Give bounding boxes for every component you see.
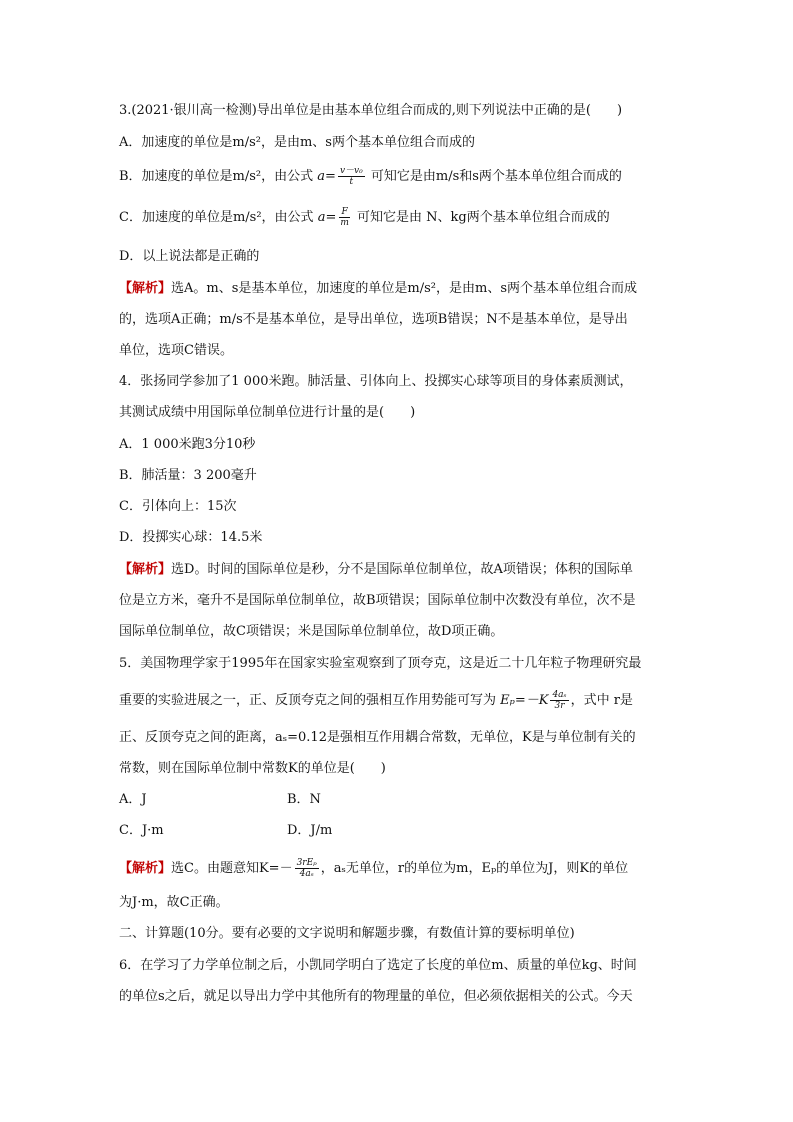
q5-option-b: B．N xyxy=(287,792,321,807)
analysis-tag: 【解析】 xyxy=(119,281,172,296)
q3-analysis-line-2: 的，选项A正确；m/s不是基本单位，是导出单位，选项B错误；N不是基本单位，是导出 xyxy=(119,312,628,327)
q4-stem-line-2: 其测试成绩中用国际单位制单位进行计量的是( ) xyxy=(119,405,416,420)
q3-option-b-text: B．加速度的单位是m/s²，由公式 xyxy=(119,169,314,184)
q3-option-c-rest: 可知它是由 N、kg两个基本单位组合而成的 xyxy=(357,210,610,225)
q3-option-d: D．以上说法都是正确的 xyxy=(119,249,260,264)
q5-analysis-numerator: 3rEₚ xyxy=(296,858,317,868)
q5-option-c: C．J·m xyxy=(119,823,164,838)
q3-option-b xyxy=(119,166,622,187)
q5-stem-line-2 xyxy=(119,690,633,711)
q3-analysis-line-3: 单位，选项C错误。 xyxy=(119,343,233,358)
q3-stem: 3.(2021·银川高一检测)导出单位是由基本单位组合而成的,则下列说法中正确的是( ) xyxy=(119,103,623,118)
q3-b-fraction xyxy=(338,166,365,187)
q6-line-2: 的单位s之后，就足以导出力学中其他所有的物理量的单位，但必须依据相关的公式。今天 xyxy=(119,989,633,1004)
q3-c-denominator: m xyxy=(340,218,349,228)
q5-denominator: 3r xyxy=(554,701,565,711)
q3-analysis-line-1 xyxy=(119,279,637,299)
analysis-tag: 【解析】 xyxy=(119,562,172,577)
q5-analysis-text-rest: ，aₛ无单位，r的单位为m，Eₚ的单位为J，则K的单位 xyxy=(320,861,629,876)
q5-fraction xyxy=(550,690,568,711)
q3-option-c xyxy=(119,207,610,228)
q4-option-c: C．引体向上：15次 xyxy=(119,499,237,514)
q5-analysis-line-2: 为J·m，故C正确。 xyxy=(119,895,229,910)
q6-line-1: 6．在学习了力学单位制之后，小凯同学明白了选定了长度的单位m、质量的单位kg、时间 xyxy=(119,958,637,973)
q5-analysis-text: 选C。由题意知K=－ xyxy=(171,861,293,876)
q5-stem-line-3: 正、反顶夸克之间的距离，aₛ=0.12是强相互作用耦合常数，无单位，K是与单位制有关的 xyxy=(119,730,636,745)
q4-option-b: B．肺活量：3 200毫升 xyxy=(119,468,257,483)
q5-analysis-fraction xyxy=(295,858,319,879)
q3-b-numerator: v－v₀ xyxy=(339,166,363,176)
q5-stem-line-4: 常数，则在国际单位制中常数K的单位是( ) xyxy=(119,761,386,776)
q3-b-denominator: t xyxy=(349,177,354,187)
q4-option-a: A．1 000米跑3分10秒 xyxy=(119,437,256,452)
q3-option-a: A．加速度的单位是m/s²，是由m、s两个基本单位组合而成的 xyxy=(119,135,475,150)
section-title: 二、计算题(10分。要有必要的文字说明和解题步骤，有数值计算的要标明单位) xyxy=(119,926,575,941)
q3-option-c-text: C．加速度的单位是m/s²，由公式 xyxy=(119,210,314,225)
q5-formula-lhs: Eₚ=－K xyxy=(500,693,549,708)
q5-stem-line-1: 5．美国物理学家于1995年在国家实验室观察到了顶夸克，这是近二十几年粒子物理研究最 xyxy=(119,656,642,671)
q4-analysis-line-1 xyxy=(119,560,633,580)
q3-c-formula-lhs: a= xyxy=(317,210,337,225)
q4-stem-line-1: 4．张扬同学参加了1 000米跑。肺活量、引体向上、投掷实心球等项目的身体素质测试， xyxy=(119,374,633,389)
q3-c-numerator: F xyxy=(341,207,348,217)
q4-analysis-text: 选D。时间的国际单位是秒，分不是国际单位制单位，故A项错误；体积的国际单 xyxy=(171,562,633,577)
q5-numerator: 4aₛ xyxy=(552,690,567,700)
q4-analysis-line-3: 国际单位制单位，故C项错误；米是国际单位制单位，故D项正确。 xyxy=(119,624,504,639)
q5-analysis-line-1 xyxy=(119,858,628,879)
q3-c-fraction xyxy=(338,207,351,228)
q3-option-b-rest: 可知它是由m/s和s两个基本单位组合而成的 xyxy=(370,169,622,184)
q4-analysis-line-2: 位是立方米，毫升不是国际单位制单位，故B项错误；国际单位制中次数没有单位，次不是 xyxy=(119,593,636,608)
analysis-tag: 【解析】 xyxy=(119,861,172,876)
q3-analysis-text: 选A。m、s是基本单位，加速度的单位是m/s²，是由m、s两个基本单位组合而成 xyxy=(171,281,637,296)
q5-option-a: A．J xyxy=(119,792,147,807)
q5-analysis-denominator: 4aₛ xyxy=(299,869,314,879)
q5-stem-line-2-text: 重要的实验进展之一，正、反顶夸克之间的强相互作用势能可写为 xyxy=(119,693,497,708)
q3-b-formula-lhs: a= xyxy=(317,169,336,184)
q5-stem-line-2-rest: ，式中 r是 xyxy=(570,693,633,708)
q5-option-d: D．J/m xyxy=(287,823,333,838)
q4-option-d: D．投掷实心球：14.5米 xyxy=(119,530,263,545)
